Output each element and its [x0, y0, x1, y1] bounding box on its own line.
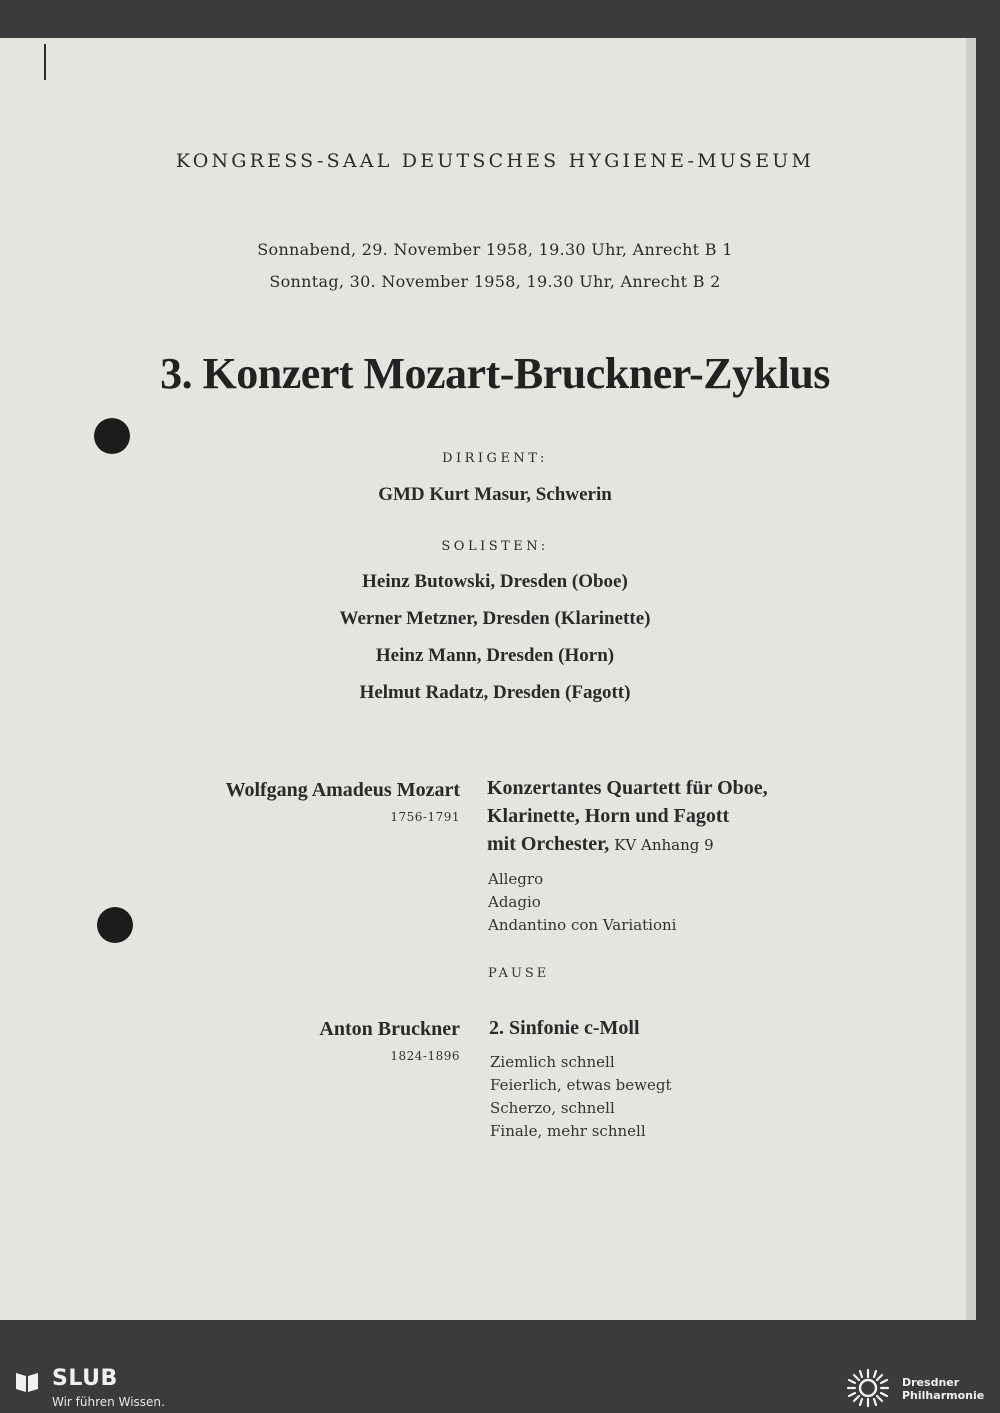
- library-name: SLUB: [52, 1366, 118, 1391]
- movement: Finale, mehr schnell: [490, 1122, 646, 1140]
- book-icon: [14, 1370, 40, 1394]
- soloist-name: Werner Metzner, Dresden (Klarinette): [339, 608, 651, 629]
- movement: Ziemlich schnell: [490, 1053, 615, 1071]
- soloist-name: Helmut Radatz, Dresden (Fagott): [359, 682, 631, 703]
- punch-hole-bottom: [97, 907, 133, 943]
- library-tagline: Wir führen Wissen.: [52, 1395, 165, 1409]
- program-sheet: [0, 38, 966, 1320]
- conductor-name: GMD Kurt Masur, Schwerin: [378, 484, 612, 505]
- performance-date-2: Sonntag, 30. November 1958, 19.30 Uhr, Anrecht B 2: [269, 272, 721, 291]
- composer-name: Wolfgang Amadeus Mozart: [225, 779, 460, 801]
- movement: Allegro: [488, 870, 544, 888]
- sunburst-logo-icon: [842, 1366, 894, 1410]
- composer-years: 1756-1791: [390, 810, 460, 824]
- concert-title: 3. Konzert Mozart-Bruckner-Zyklus: [160, 349, 830, 398]
- soloists-label: SOLISTEN:: [441, 539, 549, 554]
- catalog-number: KV Anhang 9: [614, 836, 714, 854]
- work-title-line: Klarinette, Horn und Fagott: [487, 805, 730, 827]
- partner-name: [902, 1376, 984, 1402]
- movement: Adagio: [488, 893, 541, 911]
- composer-name: Anton Bruckner: [319, 1018, 460, 1040]
- movement: Scherzo, schnell: [490, 1099, 615, 1117]
- conductor-label: DIRIGENT:: [442, 451, 548, 466]
- partner-name-line: Dresdner: [902, 1376, 960, 1389]
- work-title-line-text: mit Orchester,: [487, 833, 610, 855]
- movement: Feierlich, etwas bewegt: [490, 1076, 672, 1094]
- work-title-line: 2. Sinfonie c-Moll: [489, 1017, 640, 1039]
- movement: Andantino con Variationi: [488, 916, 677, 934]
- movement-list: [488, 868, 676, 937]
- soloist-name: Heinz Butowski, Dresden (Oboe): [362, 571, 628, 592]
- work-title-line: Konzertantes Quartett für Oboe,: [487, 777, 768, 799]
- work-title-line: [487, 830, 768, 859]
- work-title: [487, 774, 768, 859]
- movement-list: [490, 1051, 671, 1143]
- footer-bar: [0, 1362, 1000, 1413]
- soloist-name: Heinz Mann, Dresden (Horn): [375, 645, 615, 666]
- intermission-label: PAUSE: [488, 966, 550, 981]
- composer-years: 1824-1896: [390, 1049, 460, 1063]
- fold-mark: [44, 44, 46, 80]
- venue-heading: KONGRESS-SAAL DEUTSCHES HYGIENE-MUSEUM: [175, 150, 815, 172]
- work-title: [489, 1014, 640, 1042]
- paper-edge: [966, 38, 976, 1320]
- performance-date-1: Sonnabend, 29. November 1958, 19.30 Uhr, Anrecht B 1: [257, 240, 733, 259]
- partner-name-line: Philharmonie: [902, 1389, 985, 1402]
- punch-hole-top: [94, 418, 130, 454]
